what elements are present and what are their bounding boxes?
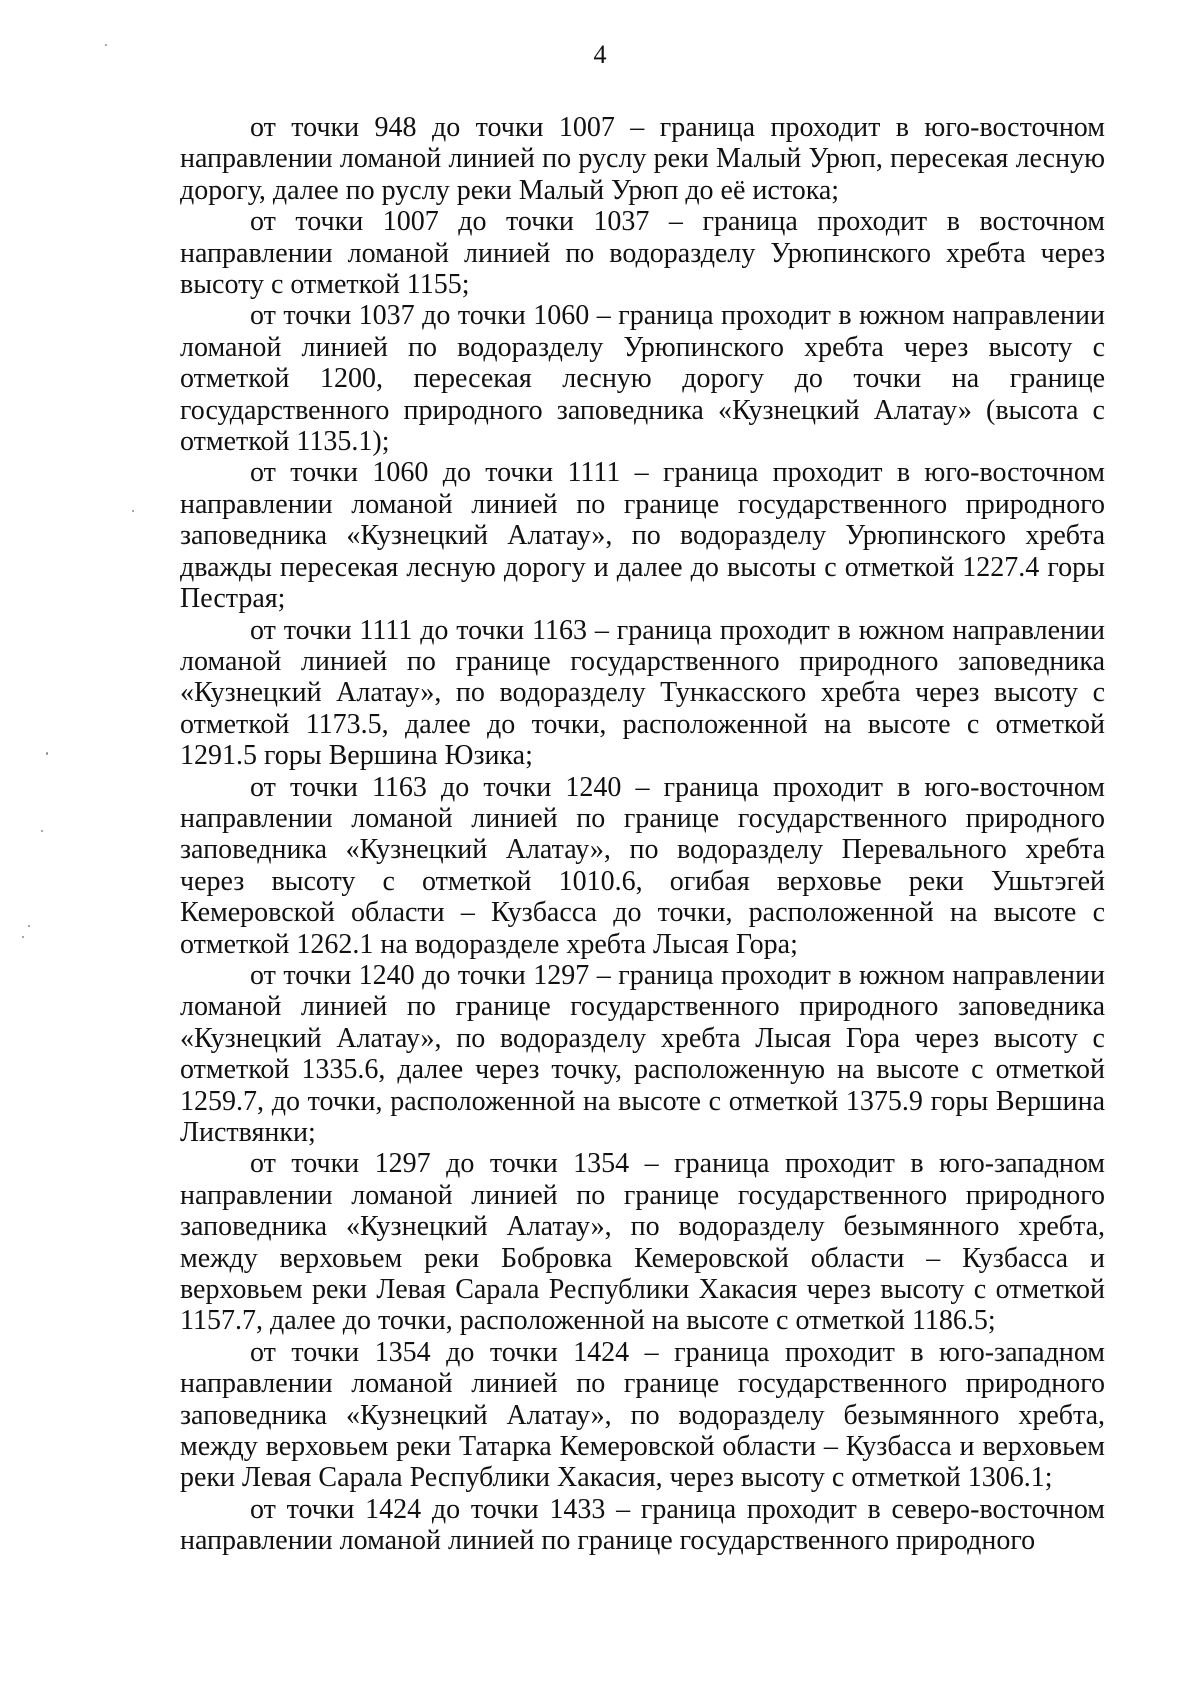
paragraph: от точки 1424 до точки 1433 – граница проходит в северо-восточном направлении ломаной линией по границе государственного природного xyxy=(180,1493,1105,1557)
scan-speck xyxy=(28,925,30,927)
scan-speck xyxy=(41,830,43,832)
paragraph: от точки 1354 до точки 1424 – граница проходит в юго-западном направлении ломаной линией по границе государственного природного заповедника «Кузнецкий Алатау», по водоразделу безымянного хребта, между верховьем реки Татарка Кемеровской области – Кузбасса и верховьем реки Левая Сарала Республики Хакасия, через высоту с отметкой 1306.1; xyxy=(180,1336,1105,1494)
paragraph: от точки 1060 до точки 1111 – граница проходит в юго-восточном направлении ломаной линией по границе государственного природного заповедника «Кузнецкий Алатау», по водоразделу Урюпинского хребта дважды пересекая лесную дорогу и далее до высоты с отметкой 1227.4 горы Пестрая; xyxy=(180,457,1105,615)
scan-speck xyxy=(46,752,48,755)
paragraph: от точки 1007 до точки 1037 – граница проходит в восточном направлении ломаной линией по водоразделу Урюпинского хребта через высоту с отметкой 1155; xyxy=(180,206,1105,301)
document-body xyxy=(180,112,1105,1557)
page-number: 4 xyxy=(593,40,607,69)
paragraph: от точки 1111 до точки 1163 – граница проходит в южном направлении ломаной линией по границе государственного природного заповедника «Кузнецкий Алатау», по водоразделу Тункасского хребта через высоту с отметкой 1173.5, далее до точки, расположенной на высоте с отметкой 1291.5 горы Вершина Юзика; xyxy=(180,614,1105,772)
paragraph: от точки 1297 до точки 1354 – граница проходит в юго-западном направлении ломаной линией по границе государственного природного заповедника «Кузнецкий Алатау», по водоразделу безымянного хребта, между верховьем реки Бобровка Кемеровской области – Кузбасса и верховьем реки Левая Сарала Республики Хакасия через высоту с отметкой 1157.7, далее до точки, расположенной на высоте с отметкой 1186.5; xyxy=(180,1148,1105,1337)
scan-speck xyxy=(105,44,107,46)
scan-speck xyxy=(22,936,24,938)
paragraph: от точки 1163 до точки 1240 – граница проходит в юго-восточном направлении ломаной линией по границе государственного природного заповедника «Кузнецкий Алатау», по водоразделу Перевального хребта через высоту с отметкой 1010.6, огибая верховье реки Ушьтэгей Кемеровской области – Кузбасса до точки, расположенной на высоте с отметкой 1262.1 на водоразделе хребта Лысая Гора; xyxy=(180,771,1105,960)
paragraph: от точки 1240 до точки 1297 – граница проходит в южном направлении ломаной линией по границе государственного природного заповедника «Кузнецкий Алатау», по водоразделу хребта Лысая Гора через высоту с отметкой 1335.6, далее через точку, расположенную на высоте с отметкой 1259.7, до точки, расположенной на высоте с отметкой 1375.9 горы Вершина Листвянки; xyxy=(180,959,1105,1148)
scan-speck xyxy=(132,510,134,512)
paragraph: от точки 1037 до точки 1060 – граница проходит в южном направлении ломаной линией по водоразделу Урюпинского хребта через высоту с отметкой 1200, пересекая лесную дорогу до точки на границе государственного природного заповедника «Кузнецкий Алатау» (высота с отметкой 1135.1); xyxy=(180,300,1105,458)
paragraph: от точки 948 до точки 1007 – граница проходит в юго-восточном направлении ломаной линией по руслу реки Малый Урюп, пересекая лесную дорогу, далее по руслу реки Малый Урюп до её истока; xyxy=(180,112,1105,206)
